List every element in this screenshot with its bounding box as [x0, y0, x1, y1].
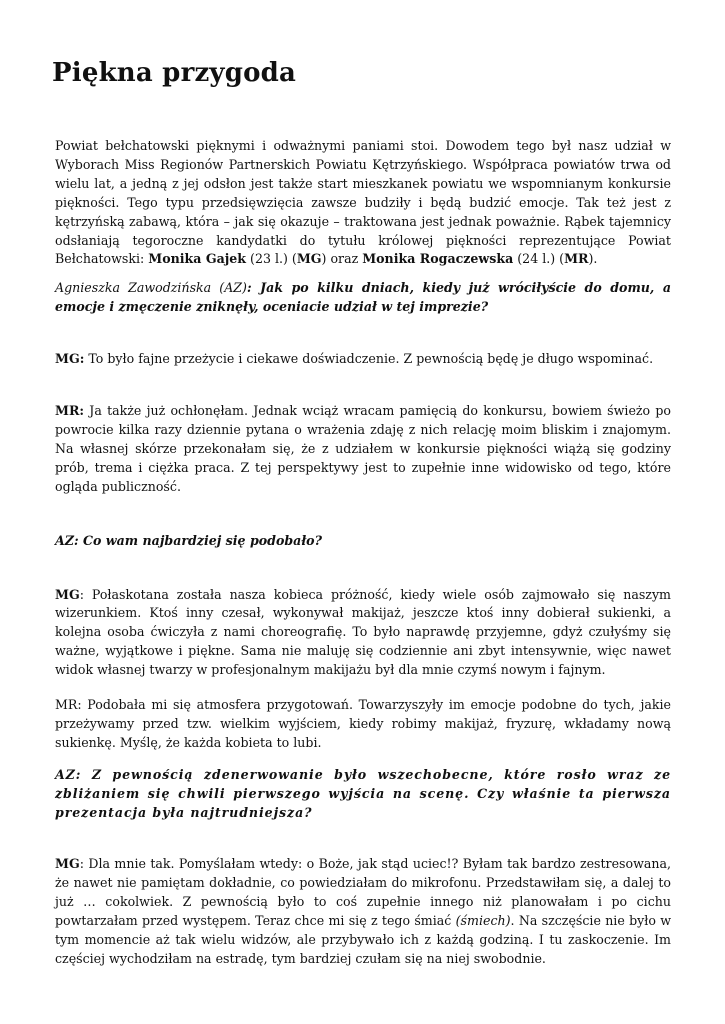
answer-2-mr: MR: Podobała mi się atmosfera przygotowań. Towarzyszyły im emocje podobne do tych, jakie przeżywamy przed tzw. wielkim wyjściem, kiedy robimy makijaż, fryzurę, wkładamy nową sukienkę. Myślę, że każda kobieta to lubi. [55, 697, 671, 750]
article-title: Piękna przygoda [52, 58, 297, 88]
answer-3-mg: MG: Dla mnie tak. Pomyślałam wtedy: o Boże, jak stąd uciec!? Byłam tak bardzo zestresowana, że nawet nie pamiętam dokładnie, co powiedziałam do mikrofonu. Przedstawiłam się, a dalej to już … cokolwiek. Z pewnością było to coś zupełnie innego niż planowałam i po cichu powtarzałam przed występem. Teraz chce mi się z tego śmiać (śmiech). Na szczęście nie było w tym momencie aż tak wielu widzów, ale przybywało ich z każdą godziną. I tu zaskoczenie. Im częściej wychodziłam na estradę, tym bardziej czułam się na niej swobodnie. [55, 856, 671, 966]
candidate-name-2: Monika Rogaczewska [362, 251, 514, 267]
candidate-code-1: MG [296, 251, 322, 267]
laugh-note: (śmiech) [455, 913, 511, 929]
speaker-label: MG [55, 856, 80, 872]
speaker-label: MR: [55, 403, 85, 419]
answer-1-mr: MR: Ja także już ochłonęłam. Jednak wciąż wracam pamięcią do konkursu, bowiem świeżo po powrocie kilka razy dziennie pytana o wrażenia zdaję z nich relację moim bliskim i znajomym. Na własnej skórze przekonałam się, że z udziałem w konkursie piękności wiążą się godziny prób, trema i ciężka praca. Z tej perspektywy jest to zupełnie inne widowisko od tego, które ogląda publiczność. [55, 403, 671, 494]
candidate-code-2: MR [564, 251, 589, 267]
speaker-label: MG [55, 586, 80, 602]
answer-1-mg: MG: To było fajne przeżycie i ciekawe doświadczenie. Z pewnością będę je długo wspominać. [55, 351, 654, 367]
intro-text: Powiat bełchatowski pięknymi i odważnymi paniami stoi. Dowodem tego był nasz udział w Wyborach Miss Regionów Partnerskich Powiatu Kętrzyńskiego. Współpraca powiatów trwa od wielu lat, a jedną z jej odsłon jest także start mieszkanek powiatu we wspomnianym konkursie piękności. Tego typu przedsięwzięcia zawsze budziły i będą budzić emocje. Tak też jest z kętrzyńską zabawą, która – jak się okazuje – traktowana jest jednak poważnie. Rąbek tajemnicy odsłaniają tegoroczne kandydatki do tytułu królowej piękności reprezentujące Powiat Bełchatowski: [55, 138, 671, 267]
question-1: Agnieszka Zawodzińska (AZ): Jak po kilku dniach, kiedy już wróciłyście do domu, a emocje i zmęczenie zniknęły, oceniacie udział w tej imprezie? [55, 280, 671, 315]
question-2: AZ: Co wam najbardziej się podobało? [55, 532, 322, 548]
candidate-name-1: Monika Gajek [148, 251, 247, 267]
interviewer-name: Agnieszka Zawodzińska (AZ) [55, 280, 247, 296]
question-3: AZ: Z pewnością zdenerwowanie było wszechobecne, które rosło wraz ze zbliżaniem się chwili pierwszego wyjścia na scenę. Czy właśnie ta pierwsza prezentacja była najtrudniejsza? [55, 766, 671, 820]
answer-2-mg: MG: Połaskotana została nasza kobieca próżność, kiedy wiele osób zajmowało się naszym wizerunkiem. Ktoś inny czesał, wykonywał makijaż, jeszcze ktoś inny dobierał sukienki, a kolejna osoba ćwiczyła z nami choreografię. To było naprawdę przyjemne, gdyż czułyśmy się ważne, wyjątkowe i piękne. Sama nie maluję się codziennie ani zbyt intensywnie, więc nawet widok własnej twarzy w profesjonalnym makijażu był dla mnie czymś nowym i fajnym. [55, 586, 671, 678]
intro-paragraph: Powiat bełchatowski pięknymi i odważnymi paniami stoi. Dowodem tego był nasz udział w Wyborach Miss Regionów Partnerskich Powiatu Kętrzyńskiego. Współpraca powiatów trwa od wielu lat, a jedną z jej odsłon jest także start mieszkanek powiatu we wspomnianym konkursie piękności. Tego typu przedsięwzięcia zawsze budziły i będą budzić emocje. Tak też jest z kętrzyńską zabawą, która – jak się okazuje – traktowana jest jednak poważnie. Rąbek tajemnicy odsłaniają tegoroczne kandydatki do tytułu królowej piękności reprezentujące Powiat Bełchatowski: Monika Gajek (23 l.) (MG) oraz Monika Rogaczewska (24 l.) (MR). [55, 138, 671, 267]
article-body [55, 137, 671, 969]
speaker-label: MG: [55, 351, 85, 367]
